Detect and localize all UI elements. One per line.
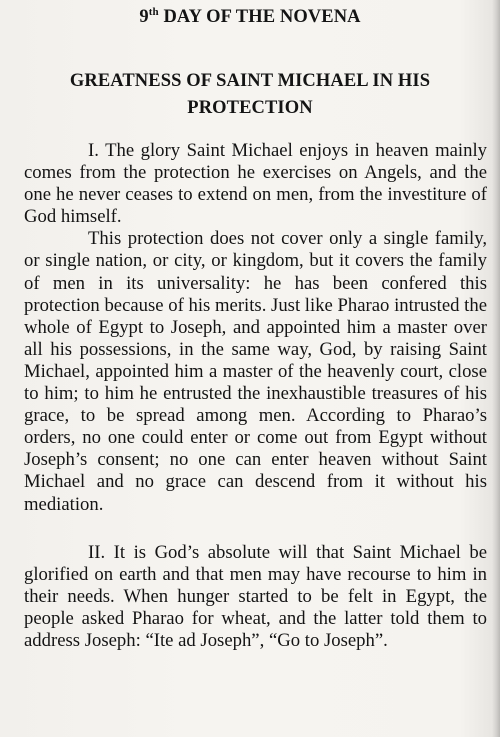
day-heading-rest: DAY OF THE NOVENA bbox=[158, 7, 361, 27]
chapter-title-line-1: GREATNESS OF SAINT MICHAEL IN HIS bbox=[69, 71, 431, 91]
day-number: 9 bbox=[139, 7, 149, 27]
paragraph-section-1: I. The glory Saint Michael enjoys in heaven mainly comes from the protection he exercises on Angels, and the one he never ceases to extend on men, from the investiture of God himself. bbox=[24, 140, 487, 228]
paragraph-section-2: II. It is God’s absolute will that Saint Michael be glorified on earth and that men may have recourse to him in their needs. When hunger started to be felt in Egypt, the people asked Pharao for wheat, and the latter told them to address Joseph: “Ite ad Joseph”, “Go to Joseph”. bbox=[24, 541, 487, 651]
body-text bbox=[24, 140, 487, 652]
paragraph-protection: This protection does not cover only a single family, or single nation, or city, or kingdom, but it covers the family of men in its universality: he has been confered this protection because of his merits. Just like Pharao intrusted the whole of Egypt to Joseph, and appointed him a master over all his possessions, in the same way, God, by raising Saint Michael, appointed him a master of the heavenly court, close to him; to him he entrusted the inexhaustible treasures of his grace, to be spread among men. According to Pharao’s orders, no one could enter or come out from Egypt without Joseph’s consent; no one can enter heaven without Saint Michael and no grace can descend from it without his mediation. bbox=[24, 228, 487, 515]
chapter-title-line-2: PROTECTION bbox=[187, 98, 313, 118]
novena-day-heading bbox=[0, 7, 500, 28]
chapter-title bbox=[0, 68, 500, 122]
day-ordinal-suffix: th bbox=[148, 5, 159, 18]
